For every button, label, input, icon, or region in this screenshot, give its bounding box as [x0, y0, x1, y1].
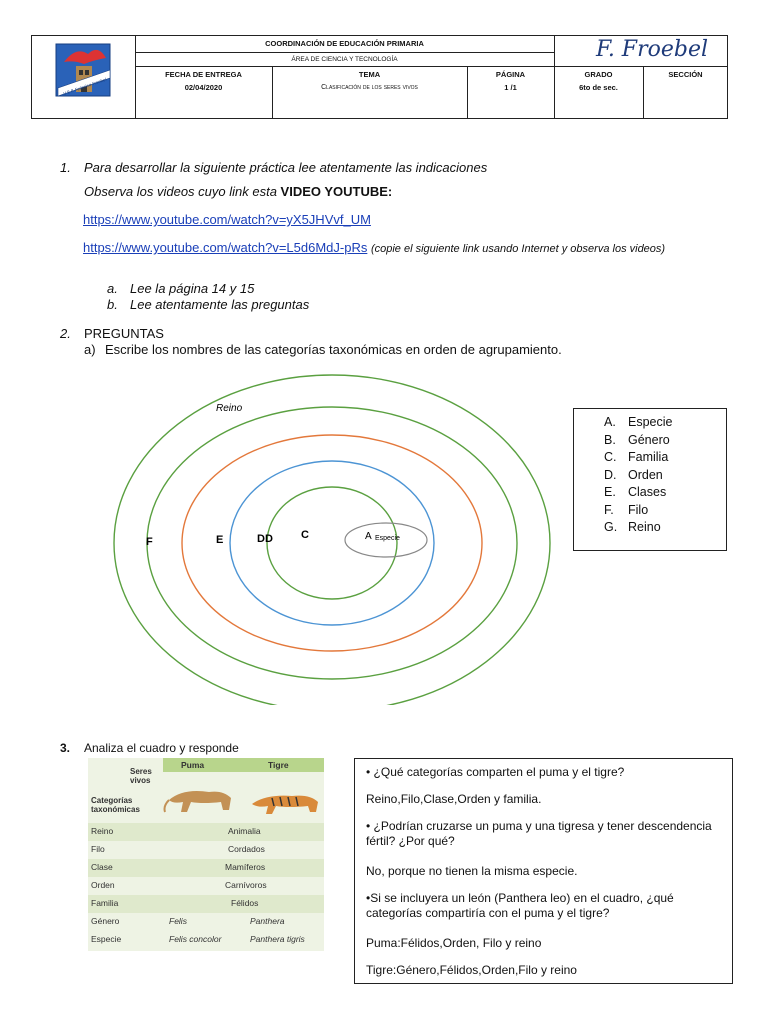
link2-note: (copie el siguiente link usando Internet y observa los videos): [370, 243, 666, 255]
school-logo: [54, 38, 114, 116]
q1-number: 1.: [60, 160, 71, 175]
row-shared: Félidos: [231, 898, 259, 908]
q1-item-a-letter: a.: [107, 281, 118, 296]
legend-item: F. Filo: [604, 503, 649, 517]
question-1: • ¿Qué categorías comparten el puma y el tigre?: [366, 765, 625, 779]
answer-3-tigre: Tigre:Género,Félidos,Orden,Filo y reino: [366, 963, 577, 977]
label-c: C: [301, 529, 309, 541]
question-2: • ¿Podrían cruzarse un puma y una tigresa y tener descendencia fértil? ¿Por qué?: [366, 819, 712, 848]
tiger-image: [248, 788, 322, 818]
label-dd: DD: [257, 533, 273, 545]
q2-number: 2.: [60, 326, 71, 341]
legend-item: A. Especie: [604, 415, 673, 429]
org-title: COORDINACIÓN DE EDUCACIÓN PRIMARIA: [265, 39, 424, 48]
taxonomy-diagram: [110, 365, 560, 705]
label-especie: Especie: [375, 535, 400, 542]
q2-sub-letter: a): [84, 342, 96, 357]
row-label: Clase: [91, 862, 113, 872]
row-puma: Felis: [169, 916, 187, 926]
row-shared: Carnívoros: [225, 880, 267, 890]
row-shared: Animalia: [228, 826, 261, 836]
section-label: SECCIÓN: [668, 70, 703, 79]
row-label: Filo: [91, 844, 105, 854]
row-shared: Mamíferos: [225, 862, 266, 872]
legend-item: G. Reino: [604, 520, 661, 534]
youtube-link-1[interactable]: https://www.youtube.com/watch?v=yX5JHVvf_UM: [83, 212, 371, 227]
answers-box: [354, 758, 733, 984]
corner-top: Seres vivos: [130, 767, 152, 785]
row-shared: Cordados: [228, 844, 265, 854]
delivery-label: FECHA DE ENTREGA: [165, 70, 242, 79]
area-title: ÁREA DE CIENCIA Y TECNOLOGÍA: [291, 56, 398, 63]
row-tigre: Panthera tigris: [250, 934, 305, 944]
row-label: Orden: [91, 880, 115, 890]
legend-item: B. Género: [604, 433, 670, 447]
youtube-link-2[interactable]: https://www.youtube.com/watch?v=L5d6MdJ-pRs: [83, 240, 368, 255]
row-label: Género: [91, 916, 120, 926]
q1-observe: Observa los videos cuyo link esta VIDEO YOUTUBE:: [84, 184, 393, 199]
document-header: [31, 35, 728, 119]
topic-value: Clasificación de los seres vivos: [321, 84, 418, 91]
page-label: PÁGINA: [495, 70, 526, 79]
q2-title: PREGUNTAS: [84, 326, 164, 341]
col-puma: Puma: [181, 760, 205, 770]
label-f: F: [146, 536, 153, 548]
answer-3-puma: Puma:Félidos,Orden, Filo y reino: [366, 936, 542, 950]
q1-link2-line: [83, 240, 665, 257]
page-value: 1 /1: [504, 83, 517, 92]
label-e: E: [216, 534, 224, 546]
taxonomy-legend: [573, 408, 727, 551]
ellipse-clase: [182, 435, 482, 651]
question-3: •Si se incluyera un león (Panthera leo) en el cuadro, ¿qué categorías compartiría con el puma y el tigre?: [366, 891, 674, 920]
q2-sub-text: Escribe los nombres de las categorías taxonómicas en orden de agrupamiento.: [105, 342, 562, 357]
row-label: Especie: [91, 934, 122, 944]
row-label: Familia: [91, 898, 119, 908]
legend-item: E. Clases: [604, 485, 667, 499]
svg-text:U.E.P. Federico Froebel: U.E.P. Federico Froebel: [62, 76, 107, 97]
classification-table: [88, 758, 324, 951]
q3-title: Analiza el cuadro y responde: [84, 741, 239, 755]
legend-item: C. Familia: [604, 450, 669, 464]
label-reino: Reino: [216, 403, 243, 414]
q1-item-b-text: Lee atentamente las preguntas: [130, 297, 310, 312]
ellipse-filo: [147, 407, 517, 679]
answer-2: No, porque no tienen la misma especie.: [366, 864, 578, 878]
label-a: A: [365, 531, 372, 542]
q1-item-b-letter: b.: [107, 297, 118, 312]
col-tigre: Tigre: [268, 760, 289, 770]
row-label: Reino: [91, 826, 114, 836]
row-tigre: Panthera: [250, 916, 285, 926]
topic-label: TEMA: [358, 70, 381, 79]
grade-value: 6to de sec.: [579, 83, 618, 92]
ellipse-familia: [267, 487, 397, 599]
answer-1: Reino,Filo,Clase,Orden y familia.: [366, 792, 542, 806]
legend-item: D. Orden: [604, 468, 663, 482]
q1-intro: Para desarrollar la siguiente práctica lee atentamente las indicaciones: [84, 160, 488, 175]
q3-number: 3.: [60, 741, 71, 755]
brand-signature: F. Froebel: [595, 37, 708, 62]
row-puma: Felis concolor: [169, 934, 222, 944]
ellipse-reino: [114, 375, 550, 705]
puma-image: [163, 780, 243, 816]
corner-bottom: Categorías taxonómicas: [91, 796, 140, 814]
delivery-value: 02/04/2020: [184, 83, 223, 92]
grade-label: GRADO: [584, 70, 613, 79]
q1-item-a-text: Lee la página 14 y 15: [130, 281, 255, 296]
